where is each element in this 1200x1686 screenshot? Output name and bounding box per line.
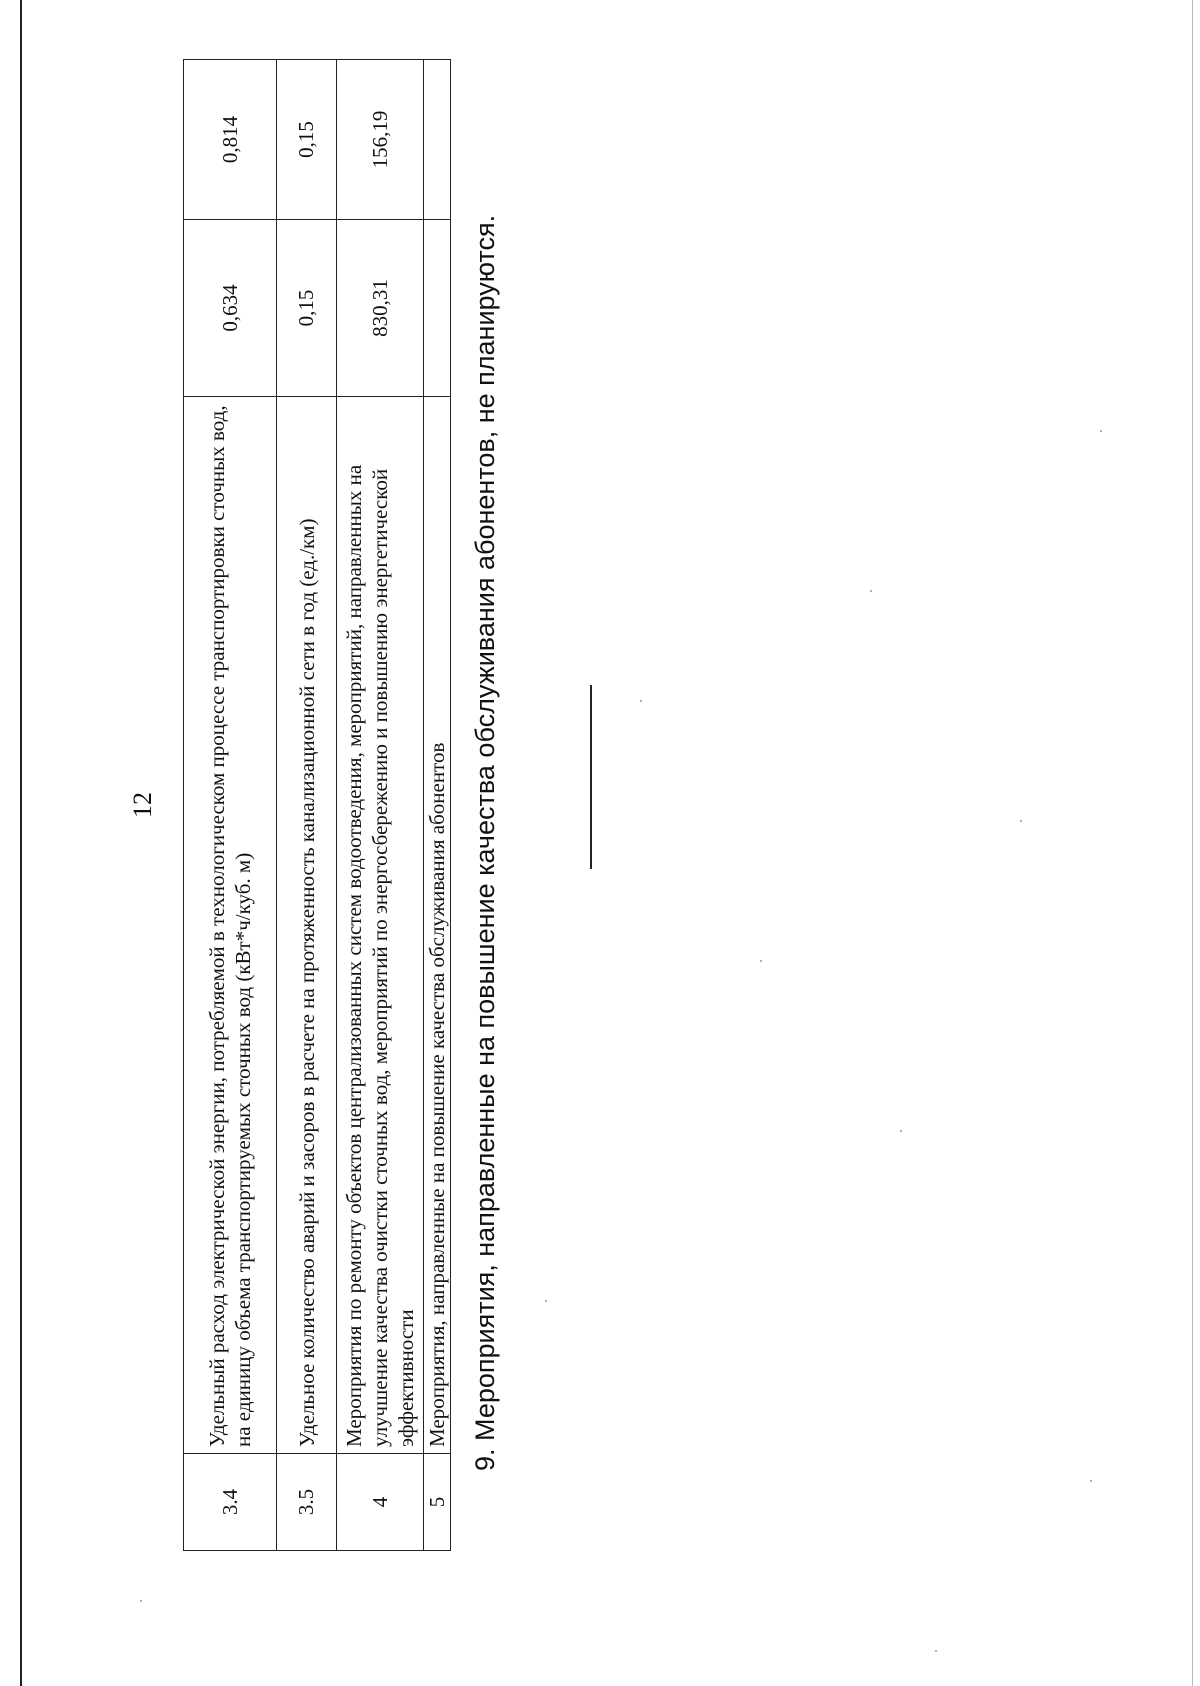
scan-speck xyxy=(870,590,872,592)
row-name: Мероприятия по ремонту объектов централизованных систем водоотведения, мероприятий, направленных на улучшение качества очистки сточных вод, мероприятий по энергосбережению и повышению энергетической эффективности xyxy=(337,397,424,1454)
scan-speck xyxy=(545,1300,547,1302)
row-value-1: 830,31 xyxy=(337,220,424,397)
row-number: 4 xyxy=(337,1454,424,1551)
row-number: 3.4 xyxy=(184,1454,277,1551)
row-name: Удельный расход электрической энергии, потребляемой в технологическом процессе транспортировки сточных вод, на единицу объема транспортируемых сточных вод (кВт*ч/куб. м) xyxy=(184,397,277,1454)
scan-speck xyxy=(935,1650,937,1652)
row-value-1: 0,15 xyxy=(277,220,337,397)
row-number: 5 xyxy=(424,1454,451,1551)
row-name: Удельное количество аварий и засоров в расчете на протяженность канализационной сети в год (ед./км) xyxy=(277,397,337,1454)
page-number: 12 xyxy=(128,792,157,818)
horizontal-rule xyxy=(590,685,592,869)
row-value-2: 156,19 xyxy=(337,60,424,220)
scan-speck xyxy=(1090,1480,1092,1482)
table-row xyxy=(337,60,424,1551)
scan-speck xyxy=(1100,430,1102,432)
row-value-2: 0,15 xyxy=(277,60,337,220)
scan-speck xyxy=(640,700,642,702)
scan-speck xyxy=(1020,820,1022,822)
table-row xyxy=(424,60,451,1551)
row-name: Мероприятия, направленные на повышение качества обслуживания абонентов xyxy=(424,397,451,1454)
scan-speck xyxy=(900,1130,902,1132)
scan-speck xyxy=(760,960,762,962)
table-row xyxy=(277,60,337,1551)
row-value-2: 0,814 xyxy=(184,60,277,220)
row-value-1 xyxy=(424,220,451,397)
row-value-1: 0,634 xyxy=(184,220,277,397)
indicators-table xyxy=(183,59,451,1551)
scan-speck xyxy=(140,1600,142,1602)
row-number: 3.5 xyxy=(277,1454,337,1551)
table-row xyxy=(184,60,277,1551)
row-value-2 xyxy=(424,60,451,220)
section-heading: 9. Мероприятия, направленные на повышение качества обслуживания абонентов, не планируются. xyxy=(470,214,500,1471)
